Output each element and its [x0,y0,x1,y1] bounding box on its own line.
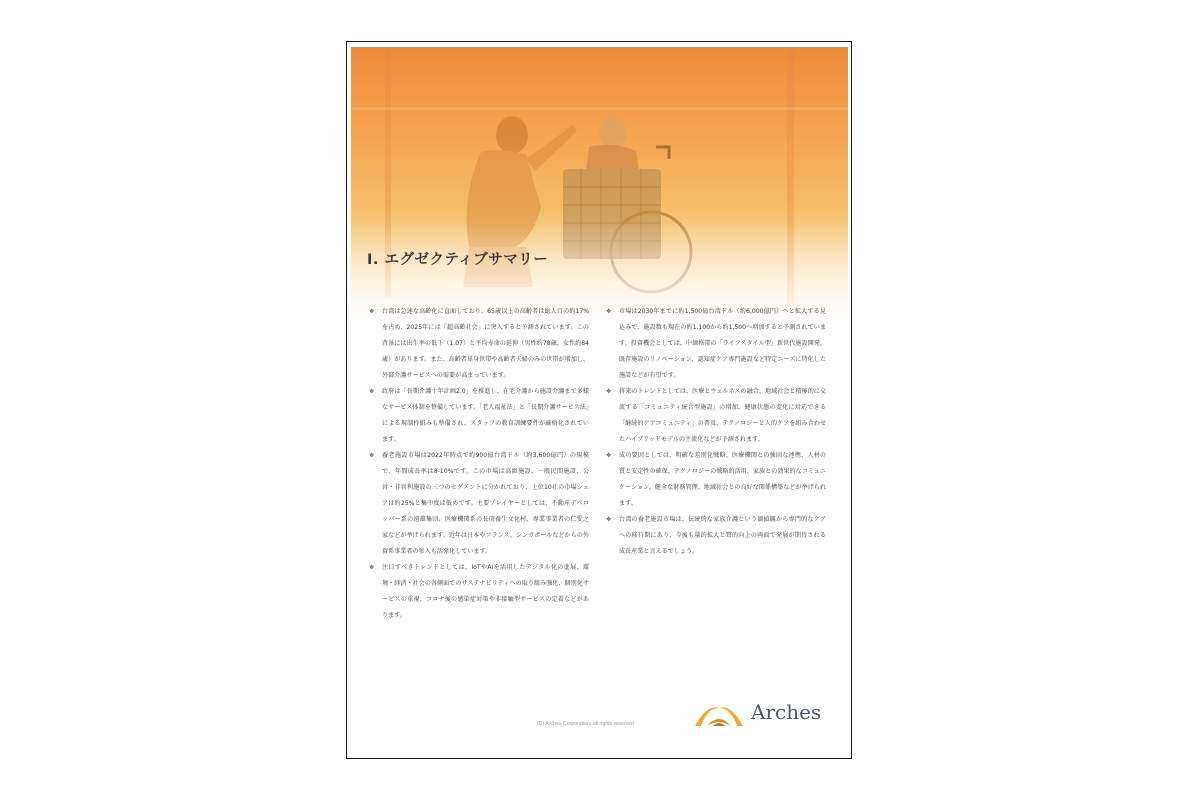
bullet-text: 市場は2030年までに約1,500億台湾ドル（約6,000億円）へと拡大する見込みで、施設数も現在の約1,100から約1,500へ増加すると予測されています。投資機会としては、中価格帯の「ライフスタイル型」新世代施設開発、既存施設のリノベーション、認知症ケア専門施設など特定ニーズに特化した施設などが有望です。 [619,308,826,379]
bullet-text: 成功要因としては、明確な差別化戦略、医療機関との強固な連携、人材の質と安定性の確保、テクノロジーの戦略的活用、家族との効果的なコミュニケーション、健全な財務管理、地域社会との良好な関係構築などが挙げられます。 [619,452,826,507]
bullet-paragraph [369,384,589,448]
bullet-paragraph [606,384,826,448]
bullet-marker-icon: ❖ [606,308,612,315]
section-title: I. エグゼクティブサマリー [367,252,549,268]
right-column [606,304,826,560]
bullet-marker-icon: ❖ [606,388,612,395]
bullet-text: 養老施設市場は2022年時点で約900億台湾ドル（約3,600億円）の規模で、年間成長率は8-10%です。この市場は高級施設、一般民間施設、公営・非営利施設の三つのセグメントに分かれており、上位10社の市場シェアは約25%と集中度は低めです。主要プレイヤーとしては、不動産デベロッパー系の遠雄集団、医療機関系の長庚養生文化村、専業事業者の仁愛之家などが挙げられます。近年は日本やフランス、シンガポールなどからの外資系事業者の参入も活発化しています。 [382,452,589,555]
bullet-marker-icon: ❖ [606,452,612,459]
bullet-marker-icon: ❖ [369,308,375,315]
bullet-text: 政府は「長期介護十年計画2.0」を推進し、在宅介護から施設介護まで多様なサービス体制を整備しています。「老人福祉法」と「長期介護サービス法」による規制枠組みも整備され、スタッフの教育訓練要件が厳格化されています。 [382,388,589,443]
bullet-paragraph [369,560,589,624]
caregiver-wheelchair-illustration [351,47,848,337]
bullet-paragraph [606,512,826,560]
logo-wordmark: Arches [751,700,822,724]
bullet-marker-icon: ❖ [606,516,612,523]
bullet-paragraph [369,304,589,384]
bullet-marker-icon: ❖ [369,564,375,571]
bullet-marker-icon: ❖ [369,452,375,459]
hero-image [351,47,848,337]
arches-logo [693,700,833,730]
bullet-paragraph [606,304,826,384]
bullet-text: 台湾は急速な高齢化に直面しており、65歳以上の高齢者は総人口の約17%を占め、2025年には「超高齢社会」に突入すると予測されています。この背景には出生率の低下（1.07）と平均寿命の延伸（男性約78歳、女性約84歳）があります。また、高齢者単身世帯や高齢者夫婦のみの世帯が増加し、外部介護サービスへの需要が高まっています。 [382,308,589,379]
document-page [346,41,852,759]
bullet-text: 将来のトレンドとしては、医療とウェルネスの融合、地域社会と積極的に交流する「コミュニティ統合型施設」の増加、健康状態の変化に対応できる「継続的ケアコミュニティ」の普及、テクノロジーと人的ケアを組み合わせたハイブリッドモデルの主流化などが予測されます。 [619,388,826,443]
arches-mark-icon [693,702,745,728]
left-column [369,304,589,624]
bullet-paragraph [369,448,589,560]
bullet-text: 台湾の養老施設市場は、伝統的な家族介護という価値観から専門的なケアへの移行期にあり、今後も量的拡大と質的向上の両面で発展が期待される成長産業と言えるでしょう。 [619,516,826,555]
copyright-notice: (C) Arches Corporation, all rights reserved [537,721,634,727]
bullet-marker-icon: ❖ [369,388,375,395]
bullet-text: 注目すべきトレンドとしては、IoTやAIを活用したデジタル化の進展、環境・経済・社会の各側面でのサステナビリティへの取り組み強化、個別化サービスの重視、コロナ後の感染症対策や非接触型サービスの定着などがあります。 [382,564,589,619]
bullet-paragraph [606,448,826,512]
